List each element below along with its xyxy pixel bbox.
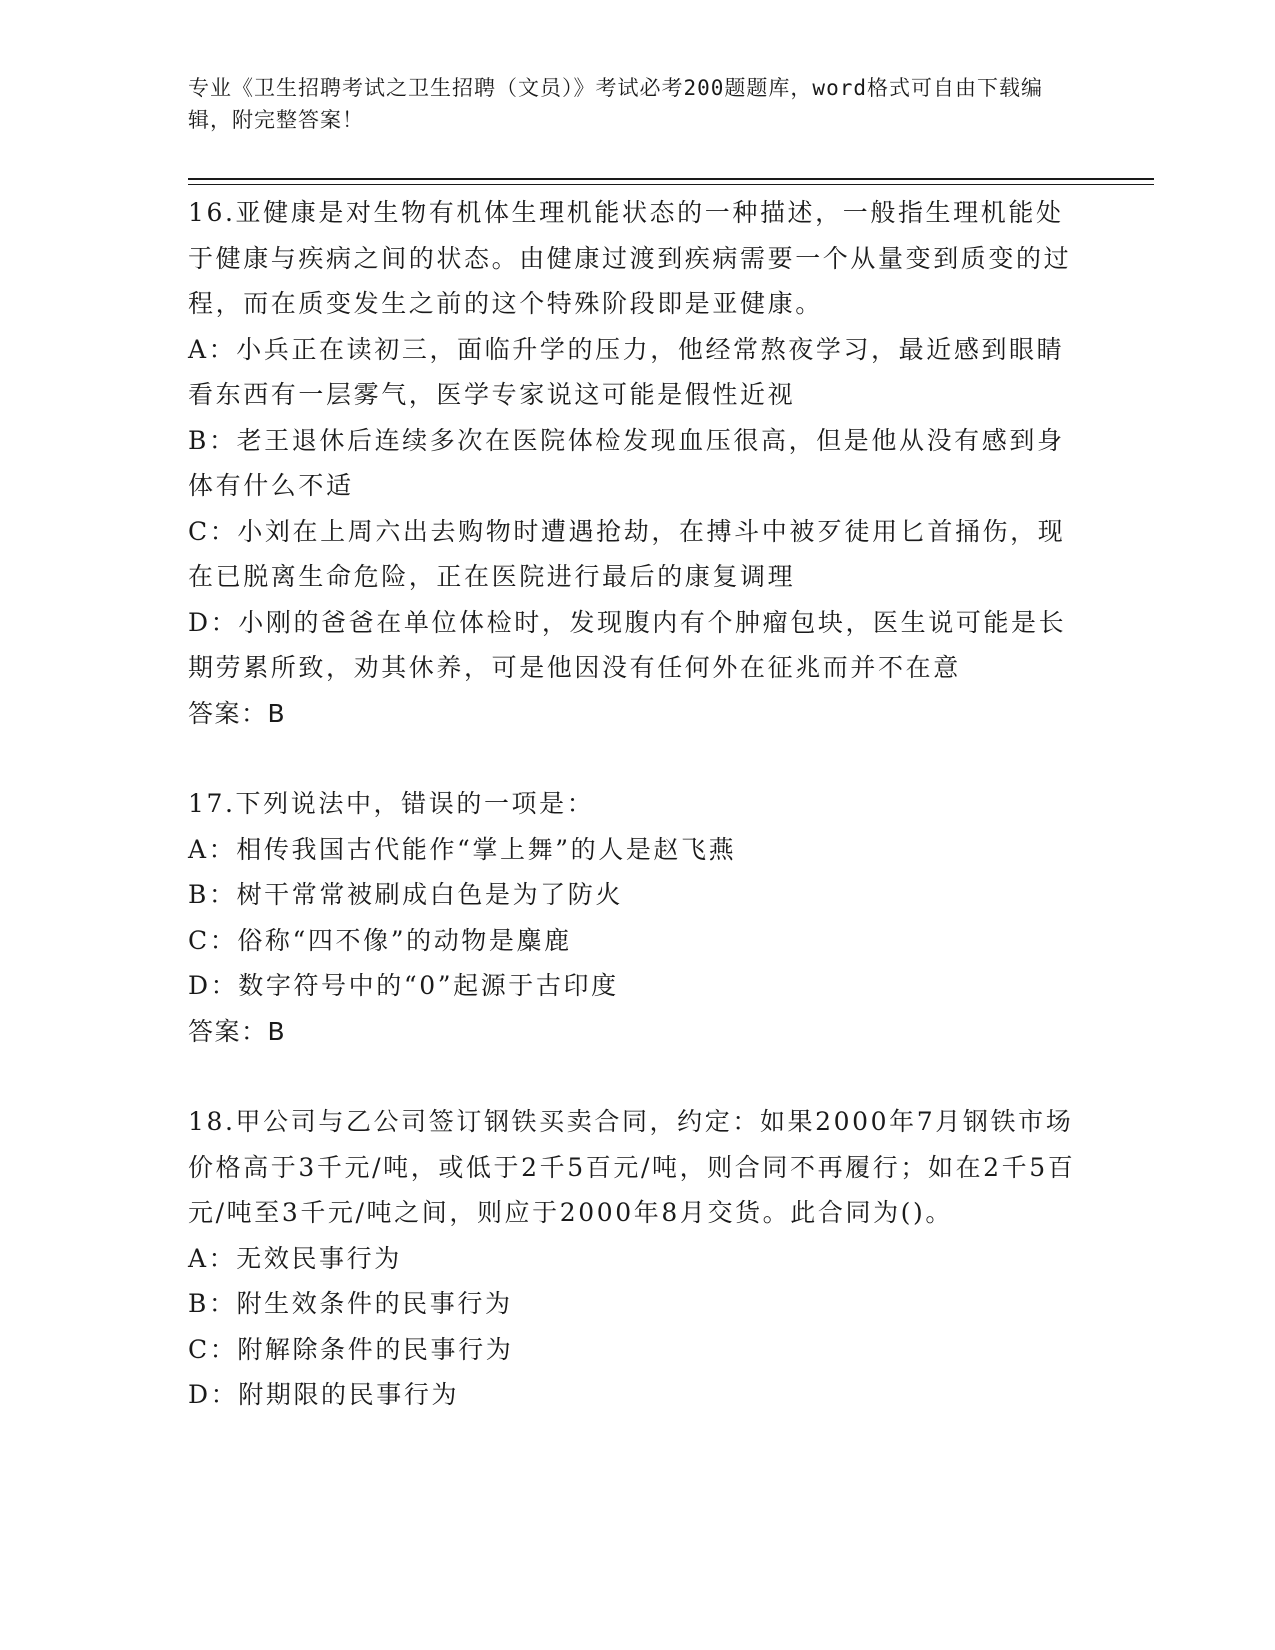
answer-line: 答案：B <box>188 698 287 728</box>
option-a: A：相传我国古代能作“掌上舞”的人是赵飞燕 <box>188 834 737 864</box>
question-16 <box>188 190 1088 736</box>
question-18 <box>188 1099 1088 1418</box>
question-stem: 17.下列说法中，错误的一项是： <box>188 789 595 818</box>
option-b: B：树干常常被刷成白色是为了防火 <box>188 880 623 909</box>
option-b: B：老王退休后连续多次在医院体检发现血压很高，但是他从没有感到身体有什么不适 <box>188 425 1065 500</box>
option-a: A：小兵正在读初三，面临升学的压力，他经常熬夜学习，最近感到眼睛看东西有一层雾气，医学专家说这可能是假性近视 <box>188 334 1065 409</box>
option-b: B：附生效条件的民事行为 <box>188 1289 513 1318</box>
question-list <box>188 190 1088 1418</box>
answer-line: 答案：B <box>188 1016 287 1046</box>
question-17 <box>188 781 1088 1054</box>
option-c: C：俗称“四不像”的动物是麋鹿 <box>188 925 572 955</box>
header-divider-thick <box>188 178 1154 180</box>
option-d: D：数字符号中的“0”起源于古印度 <box>188 971 619 1000</box>
option-d: D：小刚的爸爸在单位体检时，发现腹内有个肿瘤包块，医生说可能是长期劳累所致，劝其休养，可是他因没有任何外在征兆而并不在意 <box>188 607 1067 682</box>
document-header: 专业《卫生招聘考试之卫生招聘（文员）》考试必考200题题库，word格式可自由下载编辑，附完整答案！ <box>188 76 1043 132</box>
question-stem: 18.甲公司与乙公司签订钢铁买卖合同，约定：如果2000年7月钢铁市场价格高于3千元/吨，或低于2千5百元/吨，则合同不再履行；如在2千5百元/吨至3千元/吨之间，则应于2000年8月交货。此合同为()。 <box>188 1107 1076 1227</box>
option-d: D：附期限的民事行为 <box>188 1380 460 1409</box>
option-c: C：附解除条件的民事行为 <box>188 1334 514 1364</box>
question-stem: 16.亚健康是对生物有机体生理机能状态的一种描述，一般指生理机能处于健康与疾病之间的状态。由健康过渡到疾病需要一个从量变到质变的过程，而在质变发生之前的这个特殊阶段即是亚健康。 <box>188 198 1072 318</box>
header-divider-thin <box>188 184 1154 185</box>
option-a: A：无效民事行为 <box>188 1243 402 1273</box>
option-c: C：小刘在上周六出去购物时遭遇抢劫，在搏斗中被歹徒用匕首捅伤，现在已脱离生命危险，正在医院进行最后的康复调理 <box>188 516 1066 591</box>
